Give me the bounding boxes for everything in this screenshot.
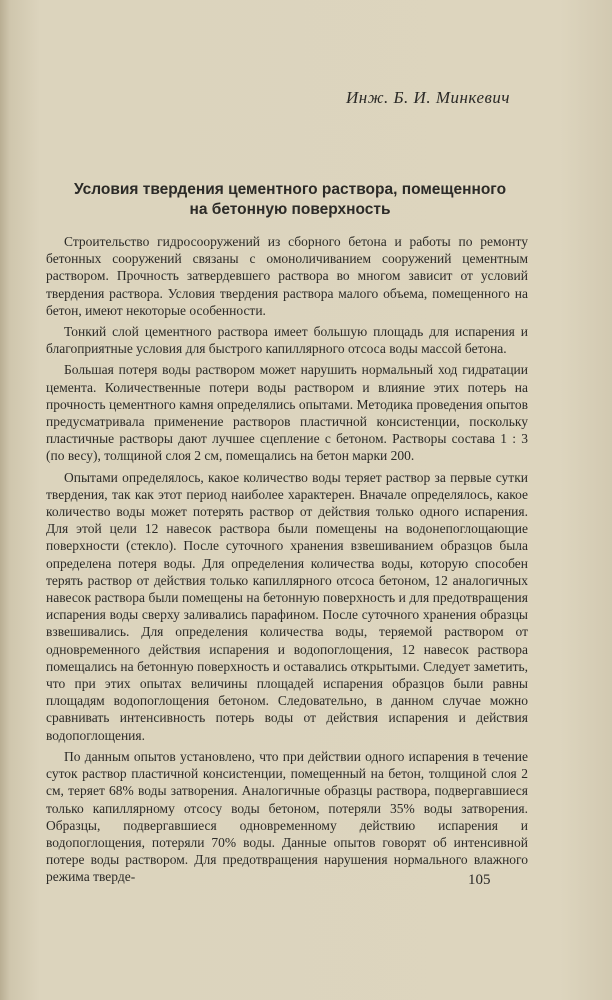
- paragraph: Строительство гидросооружений из сборного бетона и работы по ремонту бетонных сооружений связаны с омоноличиванием сооружений цементным раствором. Прочность затвердевшего раствора во многом зависит от условий твердения раствора. Условия твердения раствора малого объема, помещенного на бетон, имеют некоторые особенности.: [46, 234, 528, 318]
- paragraph: Тонкий слой цементного раствора имеет большую площадь для испарения и благоприятные условия для быстрого капиллярного отсоса воды массой бетона.: [46, 324, 528, 357]
- title-line-1: Условия твердения цементного раствора, помещенного: [73, 181, 507, 198]
- article-title: [30, 180, 550, 220]
- paragraph: По данным опытов установлено, что при действии одного испарения в течение суток раствор пластичной консистенции, помещенный на бетон, толщиной слоя 2 см, теряет 68% воды затворения. Аналогичные образцы раствора, подвергавшиеся только капиллярному отсосу воды бетоном, потеряли 35% воды затворения. Образцы, подвергавшиеся одновременному действию испарения и водопоглощения, потеряли 70% воды. Данные опытов говорят об интенсивной потере воды раствором. Для предотвращения нарушения нормального влажного режима тверде-: [46, 748, 528, 885]
- paragraph: Большая потеря воды раствором может нарушить нормальный ход гидратации цемента. Количественные потери воды раствором и влияние этих потерь на прочность цементного камня определялись опытами. Методика проведения опытов предусматривала применение растворов пластичной консистенции, поскольку пластичные растворы дают лучшее сцепление с бетоном. Растворы состава 1 : 3 (по весу), толщиной слоя 2 см, помещались на бетон марки 200.: [46, 362, 528, 464]
- title-line-2: на бетонную поверхность: [189, 201, 391, 218]
- article-body: [46, 233, 528, 890]
- page-number: 105: [468, 872, 491, 888]
- author-line: Инж. Б. И. Минкевич: [346, 88, 510, 107]
- paragraph: Опытами определялось, какое количество воды теряет раствор за первые сутки твердения, так как этот период наиболее характерен. Вначале определялось, какое количество воды может потерять раствор от действия только одного испарения. Для этой цели 12 навесок раствора были помещены на водонепоглощающие поверхности (стекло). После суточного хранения взвешиванием образцов была определена потеря воды. Для определения количества воды, которую способен терять раствор от действия только капиллярного отсоса бетоном, 12 аналогичных навесок раствора были помещены на бетонную поверхность и для предотвращения испарения воды сверху заливались парафином. После суточного хранения образцы взвешивались. Для определения количества воды, теряемой раствором от одновременного действия испарения и водопоглощения, 12 навесок раствора помещались на бетонную поверхность и оставались открытыми. Следует заметить, что при этих опытах величины площадей испарения образцов были равны площадям водопоглощения бетоном. Следовательно, в данном случае можно сравнивать интенсивность потерь воды от действия испарения и действия водопоглощения.: [46, 469, 528, 743]
